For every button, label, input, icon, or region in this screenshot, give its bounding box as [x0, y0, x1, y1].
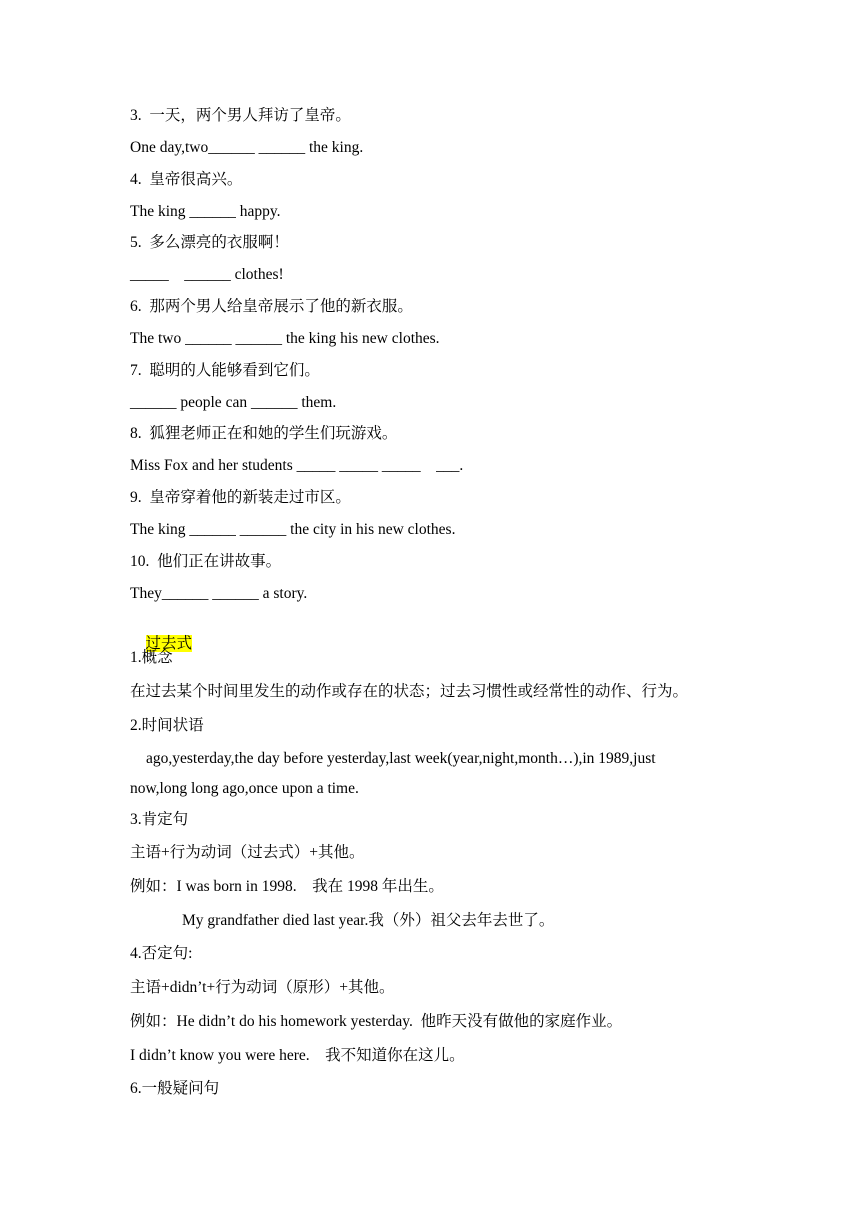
exercise-3-chinese: 3. 一天，两个男人拜访了皇帝。	[130, 107, 351, 124]
negative-example-2: I didn’t know you were here. 我不知道你在这儿。	[130, 1047, 465, 1064]
exercise-7-chinese: 7. 聪明的人能够看到它们。	[130, 362, 320, 379]
exercise-9-english: The king ______ ______ the city in his new clothes.	[130, 521, 456, 538]
affirmative-heading: 3.肯定句	[130, 811, 189, 828]
exercise-6-english: The two ______ ______ the king his new clothes.	[130, 330, 440, 347]
negative-formula: 主语+didn’t+行为动词（原形）+其他。	[130, 979, 395, 996]
affirmative-example-2: My grandfather died last year.我（外）祖父去年去世了。	[182, 912, 555, 929]
exercise-4-english: The king ______ happy.	[130, 203, 281, 220]
affirmative-formula: 主语+行为动词（过去式）+其他。	[130, 844, 365, 861]
question-heading: 6.一般疑问句	[130, 1080, 220, 1097]
exercise-7-english: ______ people can ______ them.	[130, 394, 337, 411]
exercise-9-chinese: 9. 皇帝穿着他的新装走过市区。	[130, 489, 351, 506]
exercise-4-chinese: 4. 皇帝很高兴。	[130, 171, 243, 188]
exercise-10-english: They______ ______ a story.	[130, 585, 308, 602]
exercise-3-english: One day,two______ ______ the king.	[130, 139, 364, 156]
exercise-8-english: Miss Fox and her students _____ _____ _____ ___.	[130, 457, 464, 474]
exercise-6-chinese: 6. 那两个男人给皇帝展示了他的新衣服。	[130, 298, 413, 315]
negative-example-1: 例如：He didn’t do his homework yesterday. 他昨天没有做他的家庭作业。	[130, 1013, 623, 1030]
concept-text: 在过去某个时间里发生的动作或存在的状态；过去习惯性或经常性的动作、行为。	[130, 683, 689, 700]
exercise-10-chinese: 10. 他们正在讲故事。	[130, 553, 282, 570]
concept-heading: 1.概念	[130, 649, 173, 666]
exercise-8-chinese: 8. 狐狸老师正在和她的学生们玩游戏。	[130, 425, 398, 442]
section-title-past-tense: 过去式	[145, 635, 193, 652]
time-adverbials-heading: 2.时间状语	[130, 717, 204, 734]
affirmative-example-1: 例如：I was born in 1998. 我在 1998 年出生。	[130, 878, 444, 895]
time-adverbials-line-2: now,long long ago,once upon a time.	[130, 780, 359, 797]
exercise-5-chinese: 5. 多么漂亮的衣服啊！	[130, 234, 289, 251]
negative-heading: 4.否定句:	[130, 945, 193, 962]
time-adverbials-line-1: ago,yesterday,the day before yesterday,last week(year,night,month…),in 1989,just	[146, 750, 656, 767]
exercise-5-english: _____ ______ clothes!	[130, 266, 284, 283]
